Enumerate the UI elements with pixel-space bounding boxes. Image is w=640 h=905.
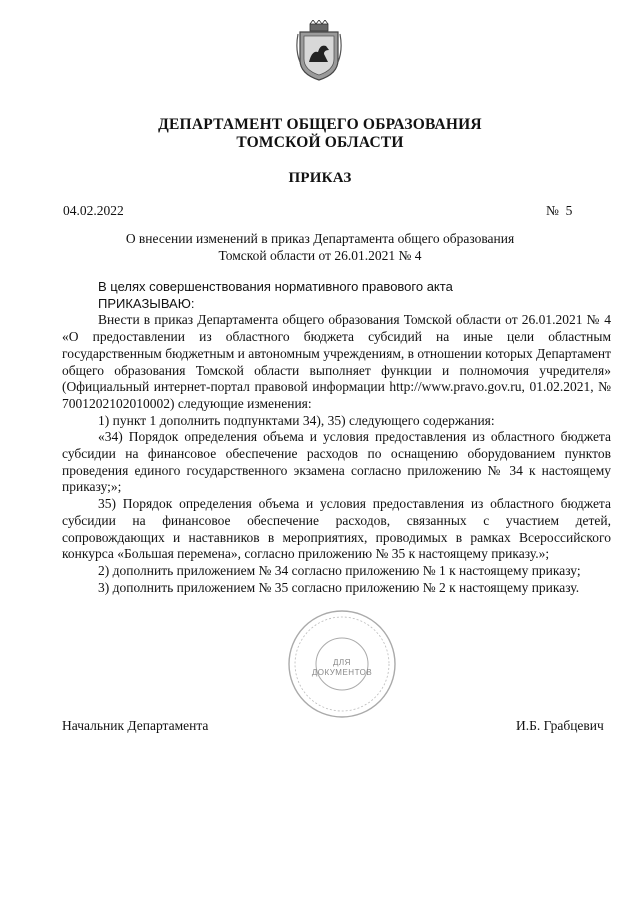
document-body	[62, 279, 611, 596]
signatory-name: И.Б. Грабцевич	[516, 718, 604, 733]
subject-line1: О внесении изменений в приказ Департамента общего образования	[125, 231, 515, 246]
stamp-text-line1: ДЛЯ	[333, 658, 351, 667]
order-word: ПРИКАЗЫВАЮ:	[98, 295, 195, 311]
list-item-2: 2) дополнить приложением № 34 согласно приложению № 1 к настоящему приказу;	[98, 562, 581, 578]
stamp-text-line2: ДОКУМЕНТОВ	[311, 668, 373, 677]
quote-item-34: «34) Порядок определения объема и условия предоставления из областного бюджета субсидии на финансовое обеспечение расходов по оснащению оборудованием пунктов проведения единого государственного экзамена согласно приложению № 34 к настоящему приказу;»;	[62, 429, 611, 495]
quote-item-35: 35) Порядок определения объема и условия предоставления из областного бюджета субсидии на финансовое обеспечение расходов, связанных с участием детей, сопровождающих и наставников в мероприятиях, проводимых в рамках Всероссийского конкурса «Большая перемена», согласно приложению № 35 к настоящему приказу.»;	[62, 496, 611, 562]
document-type: ПРИКАЗ	[288, 170, 352, 186]
org-title-line2: ТОМСКОЙ ОБЛАСТИ	[236, 134, 404, 151]
document-number: № 5	[546, 203, 573, 218]
list-item-3: 3) дополнить приложением № 35 согласно приложению № 2 к настоящему приказу.	[98, 579, 580, 595]
org-title-line1: ДЕПАРТАМЕНТ ОБЩЕГО ОБРАЗОВАНИЯ	[158, 116, 482, 133]
main-paragraph: Внести в приказ Департамента общего образования Томской области от 26.01.2021 № 4 «О предоставлении из областного бюджета субсидий на иные цели областным государственным бюджетным и автономным учреждениям, в отношении которых Департамент общего образования Томской области выполняет функции и полномочия учредителя» (Официальный интернет-портал правовой информации http://www.pravo.gov.ru, 01.02.2021, № 7001202102010002) следующие изменения:	[62, 312, 611, 411]
signatory-position: Начальник Департамента	[62, 718, 209, 733]
list-item-1: 1) пункт 1 дополнить подпунктами 34), 35) следующего содержания:	[98, 412, 495, 428]
document-subject	[60, 230, 580, 264]
document-date: 04.02.2022	[63, 203, 124, 218]
coat-of-arms-icon	[296, 20, 342, 82]
subject-line2: Томской области от 26.01.2021 № 4	[218, 248, 422, 263]
purpose-text: В целях совершенствования нормативного правового акта	[98, 279, 453, 294]
